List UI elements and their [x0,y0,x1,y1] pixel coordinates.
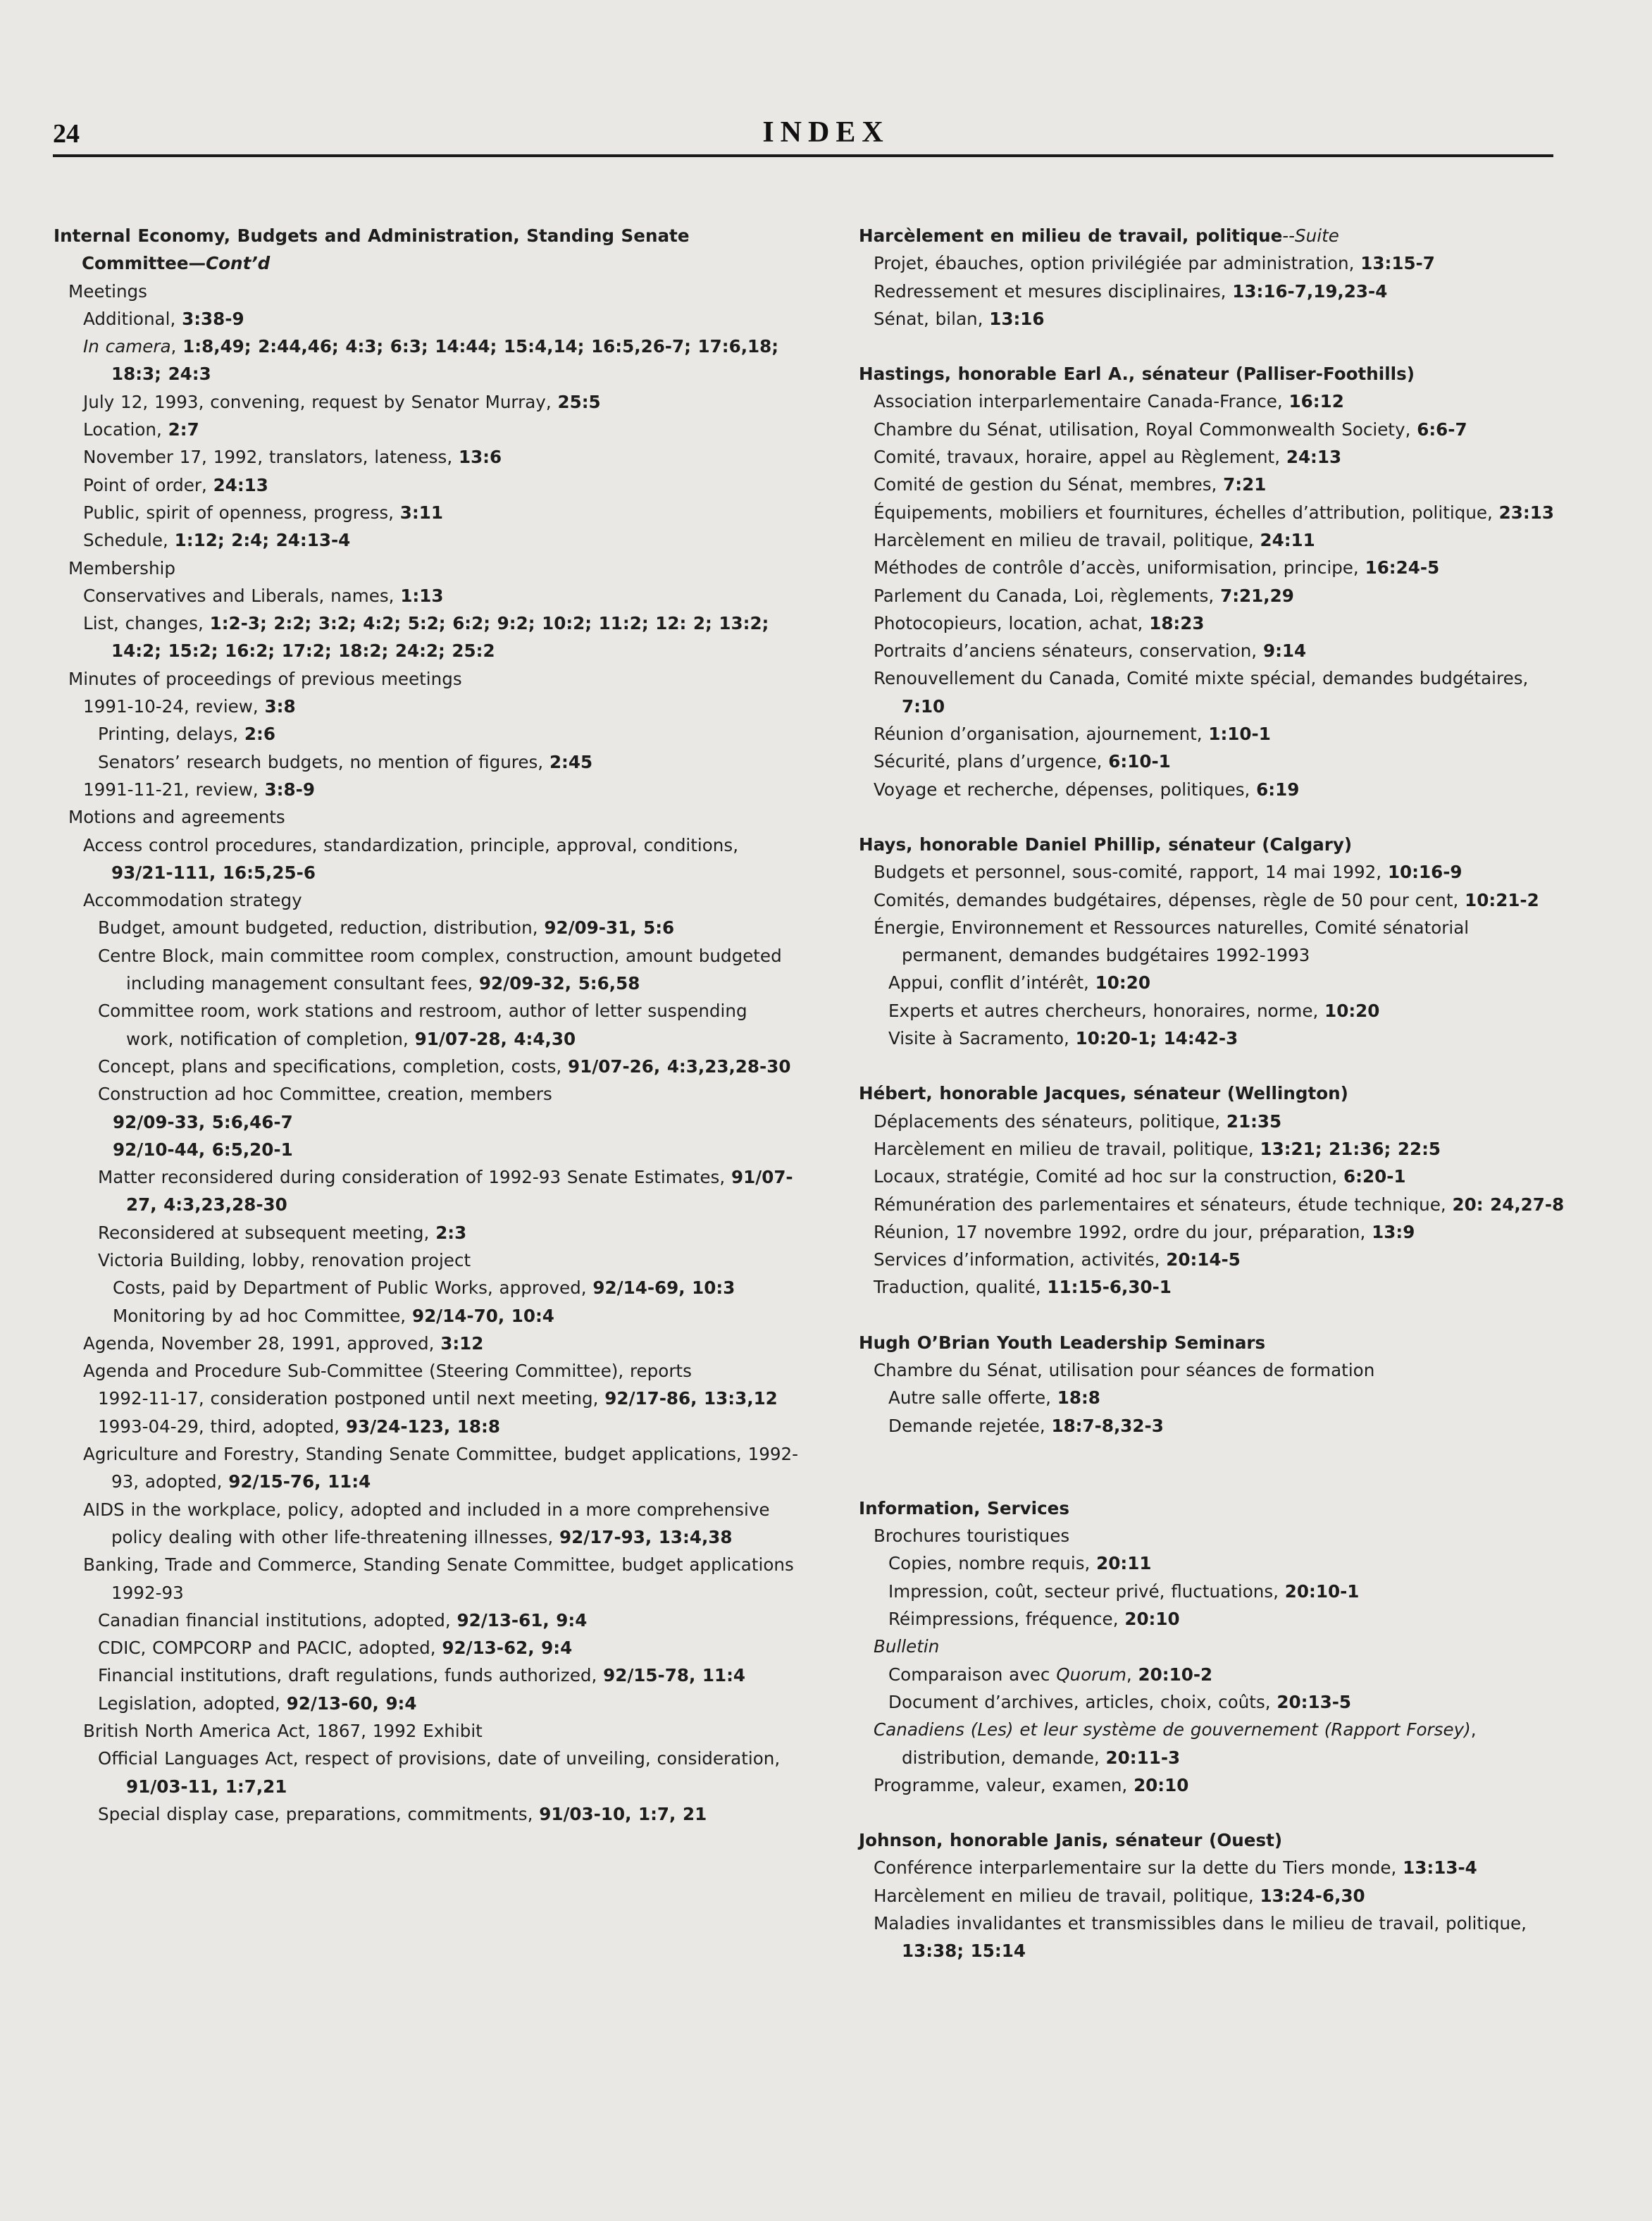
page-reference: 13:38; 15:14 [902,1941,1026,1962]
index-entry [83,610,800,665]
entry-text: Concept, plans and specifications, completion, costs, [98,1056,569,1077]
entry-text: Victoria Building, lobby, renovation project [98,1249,471,1270]
page-reference: 24:13 [1286,447,1342,468]
index-entry [888,1605,1570,1633]
index-entry [83,1496,800,1552]
italic-text: Cont’d [206,253,271,274]
entry-text: Portraits d’anciens sénateurs, conservation, [874,641,1263,662]
index-entry [98,1634,800,1662]
entry-text: Brochures touristiques [874,1526,1070,1547]
entry-text: Additional, [83,308,182,329]
entry-text: Budget, amount budgeted, reduction, distribution, [98,917,545,939]
entry-text: Comparaison avec [888,1664,1057,1685]
entry-text: Experts et autres chercheurs, honoraires, norme, [888,1000,1325,1021]
page-reference: 24:13 [213,474,268,495]
entry-text: Johnson, honorable Janis, sénateur (Ouest) [859,1830,1283,1851]
index-entry [874,748,1570,775]
entry-spacer [859,803,1570,831]
page-reference: 2:6 [244,724,275,745]
index-entry [888,1025,1570,1052]
entry-text: Official Languages Act, respect of provisions, date of unveiling, consideration, [98,1748,781,1769]
page-reference: 6:10-1 [1108,751,1171,772]
entry-text: Legislation, adopted, [98,1693,287,1714]
page-reference: 10:21-2 [1465,889,1539,910]
page-reference: 20:11 [1096,1553,1152,1574]
index-entry [874,499,1570,526]
entry-text: Information, Services [859,1497,1069,1518]
page-reference: 92/09-32, 5:6,58 [478,973,640,994]
index-entry [874,582,1570,610]
index-entry [888,1412,1570,1440]
entry-text: Méthodes de contrôle d’accès, uniformisation, principe, [874,557,1365,579]
entry-spacer [859,333,1570,360]
index-entry [888,1384,1570,1411]
index-entry [98,1413,800,1440]
page-reference: 92/14-70, 10:4 [411,1305,554,1326]
index-entry [68,665,800,693]
page-reference: 6:19 [1256,779,1300,800]
page-reference: 16:12 [1288,391,1344,412]
entry-text: Autre salle offerte, [888,1387,1057,1409]
index-entry [874,1716,1570,1771]
entry-text: Sécurité, plans d’urgence, [874,751,1109,772]
index-entry [98,1662,800,1689]
index-entry [83,1357,800,1385]
page-reference: 20:11-3 [1105,1747,1181,1768]
index-entry [874,1633,1570,1660]
entry-text: , [1126,1664,1138,1685]
entry-text: Centre Block, main committee room complex, construction, amount budgeted including management consultant fees, [98,945,782,994]
entry-text: 1993-04-29, third, adopted, [98,1416,346,1437]
page-reference: 24:11 [1260,529,1315,550]
entry-text: Renouvellement du Canada, Comité mixte spécial, demandes budgétaires, [874,668,1529,689]
page-reference: 18:8 [1057,1387,1100,1409]
page-reference: 13:16-7,19,23-4 [1232,280,1388,302]
entry-text: Agenda and Procedure Sub-Committee (Steering Committee), reports [83,1361,692,1382]
page-reference: 13:24-6,30 [1260,1885,1365,1906]
page-reference: 7:21,29 [1220,585,1294,606]
index-entry [874,1522,1570,1549]
index-entry [98,1246,800,1274]
entry-text: Harcèlement en milieu de travail, politique, [874,1885,1260,1906]
entry-text: Parlement du Canada, Loi, règlements, [874,585,1221,606]
entry-text: Accommodation strategy [83,890,302,911]
index-entry [874,1163,1570,1190]
page-reference: 93/24-123, 18:8 [345,1416,500,1437]
index-column-left [54,222,800,1828]
entry-text: Membership [68,557,176,579]
entry-spacer [859,1799,1570,1826]
index-entry [83,582,800,610]
entry-text: Hébert, honorable Jacques, sénateur (Wellington) [859,1083,1348,1104]
index-entry [83,499,800,526]
page-reference: 9:14 [1262,641,1307,662]
entry-text: Senators’ research budgets, no mention of figures, [98,751,549,772]
entry-text: Conservatives and Liberals, names, [83,585,401,606]
page-reference: 6:6-7 [1417,419,1467,440]
index-entry [83,416,800,443]
index-entry [874,776,1570,803]
entry-text: Association interparlementaire Canada-France, [874,391,1289,412]
entry-text: Motions and agreements [68,807,285,828]
index-entry [113,1136,800,1163]
index-entry [888,969,1570,996]
page-reference: 10:20 [1095,972,1150,994]
index-heading [859,1826,1570,1854]
page-reference: 20:13-5 [1277,1691,1352,1712]
page-reference: 20:14-5 [1166,1249,1241,1270]
entry-text: Réunion, 17 novembre 1992, ordre du jour, préparation, [874,1221,1372,1242]
entry-text: Chambre du Sénat, utilisation, Royal Commonwealth Society, [874,419,1417,440]
index-entry [83,1717,800,1745]
index-entry [874,278,1570,305]
index-entry [113,1274,800,1301]
entry-text: British North America Act, 1867, 1992 Exhibit [83,1721,483,1742]
page-reference: 10:20 [1324,1000,1380,1021]
entry-text: Rémunération des parlementaires et sénateurs, étude technique, [874,1194,1453,1215]
entry-text: List, changes, [83,613,210,634]
index-entry [98,914,800,941]
index-entry [83,443,800,471]
index-entry [874,1135,1570,1163]
header-rule [53,154,1553,157]
entry-text: , distribution, demande, [902,1719,1477,1768]
index-entry [113,1108,800,1136]
italic-text: Bulletin [874,1636,940,1657]
index-entry [98,748,800,776]
page-reference: 13:9 [1372,1221,1415,1242]
page-reference: 2:7 [168,419,199,440]
entry-text: Locaux, stratégie, Comité ad hoc sur la construction, [874,1166,1344,1187]
index-entry [874,610,1570,637]
index-entry [874,443,1570,471]
index-entry [83,388,800,416]
page-reference: 16:24-5 [1365,557,1440,579]
page-reference: 7:10 [902,695,945,717]
entry-text: July 12, 1993, convening, request by Senator Murray, [83,391,558,412]
entry-text: 1991-10-24, review, [83,696,265,717]
entry-text: Traduction, qualité, [874,1277,1048,1298]
page-reference: 2:3 [435,1222,467,1243]
index-heading [859,1329,1570,1356]
index-heading [859,360,1570,388]
entry-text: Voyage et recherche, dépenses, politiques, [874,779,1257,800]
index-entry [874,526,1570,554]
page-reference: 13:13-4 [1403,1857,1477,1879]
index-entry [68,555,800,582]
entry-text: Équipements, mobiliers et fournitures, échelles d’attribution, politique, [874,502,1499,523]
entry-text: Costs, paid by Department of Public Works, approved, [113,1277,593,1299]
index-heading [859,831,1570,858]
page-reference: 18:23 [1149,612,1205,633]
page-reference: 1:12; 2:4; 24:13-4 [174,530,351,551]
index-entry [98,1745,800,1800]
index-entry [888,1549,1570,1577]
entry-spacer [859,1301,1570,1329]
continuation-marker: --Suite [1282,225,1339,246]
entry-text: CDIC, COMPCORP and PACIC, adopted, [98,1638,442,1659]
entry-text: Schedule, [83,530,175,551]
entry-text: Agenda, November 28, 1991, approved, [83,1332,441,1354]
entry-text: Énergie, Environnement et Ressources naturelles, Comité sénatorial permanent, demandes budgétaires 1992-1993 [874,917,1470,966]
entry-spacer [859,1467,1570,1495]
index-entry [68,803,800,831]
index-entry [874,416,1570,443]
entry-text: Special display case, preparations, commitments, [98,1803,540,1824]
page-reference: 92/13-61, 9:4 [457,1609,588,1631]
index-entry [874,720,1570,748]
index-entry [874,249,1570,277]
entry-text: Agriculture and Forestry, Standing Senate Committee, budget applications, 1992-93, adopted, [83,1444,799,1492]
index-entry [98,1385,800,1412]
index-entry [83,526,800,554]
index-entry [874,305,1570,333]
page-title: INDEX [762,116,890,149]
index-entry [874,1854,1570,1881]
page-reference: 7:21 [1223,474,1267,495]
entry-text: 1991-11-21, review, [83,779,265,800]
index-entry [98,1080,800,1108]
entry-text: Internal Economy, Budgets and Administration, Standing Senate Committee— [54,225,690,274]
page-reference: 92/17-86, 13:3,12 [604,1388,778,1409]
page-reference: 92/17-93, 13:4,38 [559,1526,733,1547]
page-reference: 3:8-9 [264,779,315,800]
index-entry [83,1551,800,1607]
index-heading [859,1079,1570,1107]
entry-text: Harcèlement en milieu de travail, politique, [874,529,1260,550]
entry-text: Conférence interparlementaire sur la dette du Tiers monde, [874,1857,1403,1879]
index-entry [888,1578,1570,1605]
index-entry [888,1661,1570,1688]
page-reference: 21:35 [1226,1110,1282,1132]
index-entry [874,886,1570,914]
page-reference: 92/09-33, 5:6,46-7 [113,1111,293,1132]
entry-text: Comité de gestion du Sénat, membres, [874,474,1224,495]
page-reference: 2:45 [549,751,593,772]
index-entry [888,1688,1570,1716]
index-entry [874,1108,1570,1135]
page-reference: 91/03-10, 1:7, 21 [539,1803,707,1824]
entry-text: Sénat, bilan, [874,308,990,329]
page-reference: 3:12 [440,1332,484,1354]
entry-text: Visite à Sacramento, [888,1028,1076,1049]
entry-text: Access control procedures, standardization, principle, approval, conditions, [83,834,739,855]
italic-text: In camera [83,336,171,357]
index-entry [874,1273,1570,1301]
entry-text: Réunion d’organisation, ajournement, [874,724,1209,745]
page-reference: 1:8,49; 2:44,46; 4:3; 6:3; 14:44; 15:4,14; 16:5,26-7; 17:6,18; 18:3; 24:3 [111,336,779,385]
entry-text: Printing, delays, [98,724,244,745]
index-entry [83,1440,800,1496]
page-reference: 20:10-2 [1138,1664,1213,1685]
entry-spacer [859,1052,1570,1079]
index-entry [98,942,800,998]
page-reference: 20:10-1 [1284,1580,1360,1602]
entry-text: Matter reconsidered during consideration of 1992-93 Senate Estimates, [98,1167,731,1188]
entry-text: Budgets et personnel, sous-comité, rapport, 14 mai 1992, [874,862,1388,883]
entry-text: Appui, conflit d’intérêt, [888,972,1095,994]
entry-text: Harcèlement en milieu de travail, politique [859,225,1283,246]
index-entry [83,305,800,333]
page-reference: 3:8 [264,696,296,717]
page-reference: 92/10-44, 6:5,20-1 [113,1139,293,1160]
index-entry [98,1800,800,1828]
page-reference: 93/21-111, 16:5,25-6 [111,862,316,883]
index-entry [83,693,800,720]
page-reference: 25:5 [557,391,601,412]
page-reference: 13:6 [458,447,502,468]
entry-text: Monitoring by ad hoc Committee, [113,1305,412,1326]
entry-text: Déplacements des sénateurs, politique, [874,1110,1226,1132]
index-entry [83,1330,800,1357]
index-entry [874,1910,1570,1965]
entry-text: Minutes of proceedings of previous meetings [68,668,462,689]
index-entry [98,1690,800,1717]
entry-text: Maladies invalidantes et transmissibles dans le milieu de travail, politique, [874,1913,1527,1934]
page-reference: 13:15-7 [1360,253,1435,274]
index-heading [54,222,800,278]
index-entry [68,278,800,305]
page-reference: 13:16 [989,308,1045,329]
entry-text: Services d’information, activités, [874,1249,1167,1270]
entry-text: Hugh O’Brian Youth Leadership Seminars [859,1332,1266,1353]
entry-text: Impression, coût, secteur privé, fluctuations, [888,1580,1285,1602]
entry-text: Projet, ébauches, option privilégiée par administration, [874,253,1361,274]
entry-spacer [859,1440,1570,1467]
index-entry [874,914,1570,970]
page-reference: 3:38-9 [182,308,244,329]
index-entry [874,637,1570,664]
index-entry [98,720,800,748]
index-entry [874,471,1570,498]
index-entry [83,776,800,803]
index-entry [874,1218,1570,1246]
index-entry [874,1771,1570,1799]
entry-text: Financial institutions, draft regulations, funds authorized, [98,1665,604,1686]
index-entry [874,1356,1570,1384]
entry-text: November 17, 1992, translators, lateness, [83,447,459,468]
entry-text: Banking, Trade and Commerce, Standing Senate Committee, budget applications 1992-93 [83,1554,794,1603]
index-entry [874,858,1570,886]
index-entry [83,333,800,388]
entry-text: Point of order, [83,474,213,495]
entry-text: AIDS in the workplace, policy, adopted and included in a more comprehensive policy dealing with other life-threatening illnesses, [83,1499,770,1547]
page-reference: 20:10 [1134,1774,1189,1795]
page-reference: 92/13-60, 9:4 [286,1693,417,1714]
entry-text: Photocopieurs, location, achat, [874,612,1150,633]
page-reference: 20: 24,27-8 [1452,1194,1565,1215]
index-entry [83,886,800,914]
index-entry [874,1191,1570,1218]
entry-text: Comités, demandes budgétaires, dépenses, règle de 50 pour cent, [874,889,1465,910]
entry-text: Comité, travaux, horaire, appel au Règlement, [874,447,1286,468]
index-entry [874,554,1570,581]
page-reference: 10:20-1; 14:42-3 [1075,1028,1238,1049]
page-reference: 1:13 [400,585,444,606]
italic-text: Quorum [1056,1664,1126,1685]
page-reference: 92/14-69, 10:3 [592,1277,735,1299]
page-reference: 92/13-62, 9:4 [442,1638,573,1659]
entry-text: Reconsidered at subsequent meeting, [98,1222,436,1243]
index-column-right [859,222,1570,1965]
index-entry [83,471,800,499]
entry-text: 1992-11-17, consideration postponed until next meeting, [98,1388,605,1409]
index-entry [874,664,1570,720]
page-reference: 1:10-1 [1208,724,1271,745]
index-entry [113,1302,800,1330]
page-reference: 23:13 [1498,502,1554,523]
page-reference: 91/07-27, 4:3,23,28-30 [126,1167,793,1215]
page-reference: 91/07-28, 4:4,30 [414,1028,576,1049]
page-number: 24 [53,119,80,149]
page-reference: 11:15-6,30-1 [1047,1277,1172,1298]
page-reference: 20:10 [1124,1609,1180,1630]
entry-text: Committee room, work stations and restroom, author of letter suspending work, notification of completion, [98,1001,747,1049]
index-entry [874,1882,1570,1910]
page-reference: 18:7-8,32-3 [1051,1415,1164,1436]
index-entry [83,831,800,887]
index-heading [859,1495,1570,1522]
entry-text: Public, spirit of openness, progress, [83,502,400,523]
index-entry [98,1163,800,1219]
page-reference: 3:11 [399,502,443,523]
entry-text: Chambre du Sénat, utilisation pour séances de formation [874,1359,1375,1380]
index-entry [874,1246,1570,1273]
entry-text: Programme, valeur, examen, [874,1774,1134,1795]
index-entry [98,1219,800,1246]
page-reference: 92/15-78, 11:4 [603,1665,746,1686]
entry-text: Redressement et mesures disciplinaires, [874,280,1233,302]
page-reference: 92/15-76, 11:4 [228,1471,371,1492]
entry-text: Canadian financial institutions, adopted, [98,1609,457,1631]
entry-text: Hays, honorable Daniel Phillip, sénateur (Calgary) [859,834,1353,855]
italic-text: Canadiens (Les) et leur système de gouvernement (Rapport Forsey) [874,1719,1471,1740]
page-reference: 1:2-3; 2:2; 3:2; 4:2; 5:2; 6:2; 9:2; 10:2; 11:2; 12: 2; 13:2; 14:2; 15:2; 16:2; 17:2; 18:2; 24:2; 25:2 [111,613,769,662]
entry-text: Demande rejetée, [888,1415,1052,1436]
index-entry [874,388,1570,415]
index-entry [888,997,1570,1025]
page-reference: 10:16-9 [1387,862,1462,883]
entry-text: , [170,336,183,357]
page-reference: 92/09-31, 5:6 [544,917,675,939]
page-reference: 13:21; 21:36; 22:5 [1260,1138,1441,1159]
entry-text: Hastings, honorable Earl A., sénateur (Palliser-Foothills) [859,364,1415,385]
index-entry [98,1607,800,1634]
page-reference: 91/07-26, 4:3,23,28-30 [568,1056,791,1077]
index-entry [98,1053,800,1080]
page-reference: 6:20-1 [1343,1166,1406,1187]
index-heading [859,222,1570,249]
entry-text: Construction ad hoc Committee, creation, members [98,1084,552,1105]
entry-text: Réimpressions, fréquence, [888,1609,1125,1630]
page-reference: 91/03-11, 1:7,21 [126,1776,287,1797]
entry-text: Meetings [68,280,147,302]
entry-text: Location, [83,419,168,440]
entry-text: Harcèlement en milieu de travail, politique, [874,1138,1260,1159]
index-entry [98,997,800,1053]
entry-text: Document d’archives, articles, choix, coûts, [888,1691,1277,1712]
entry-text: Copies, nombre requis, [888,1553,1097,1574]
